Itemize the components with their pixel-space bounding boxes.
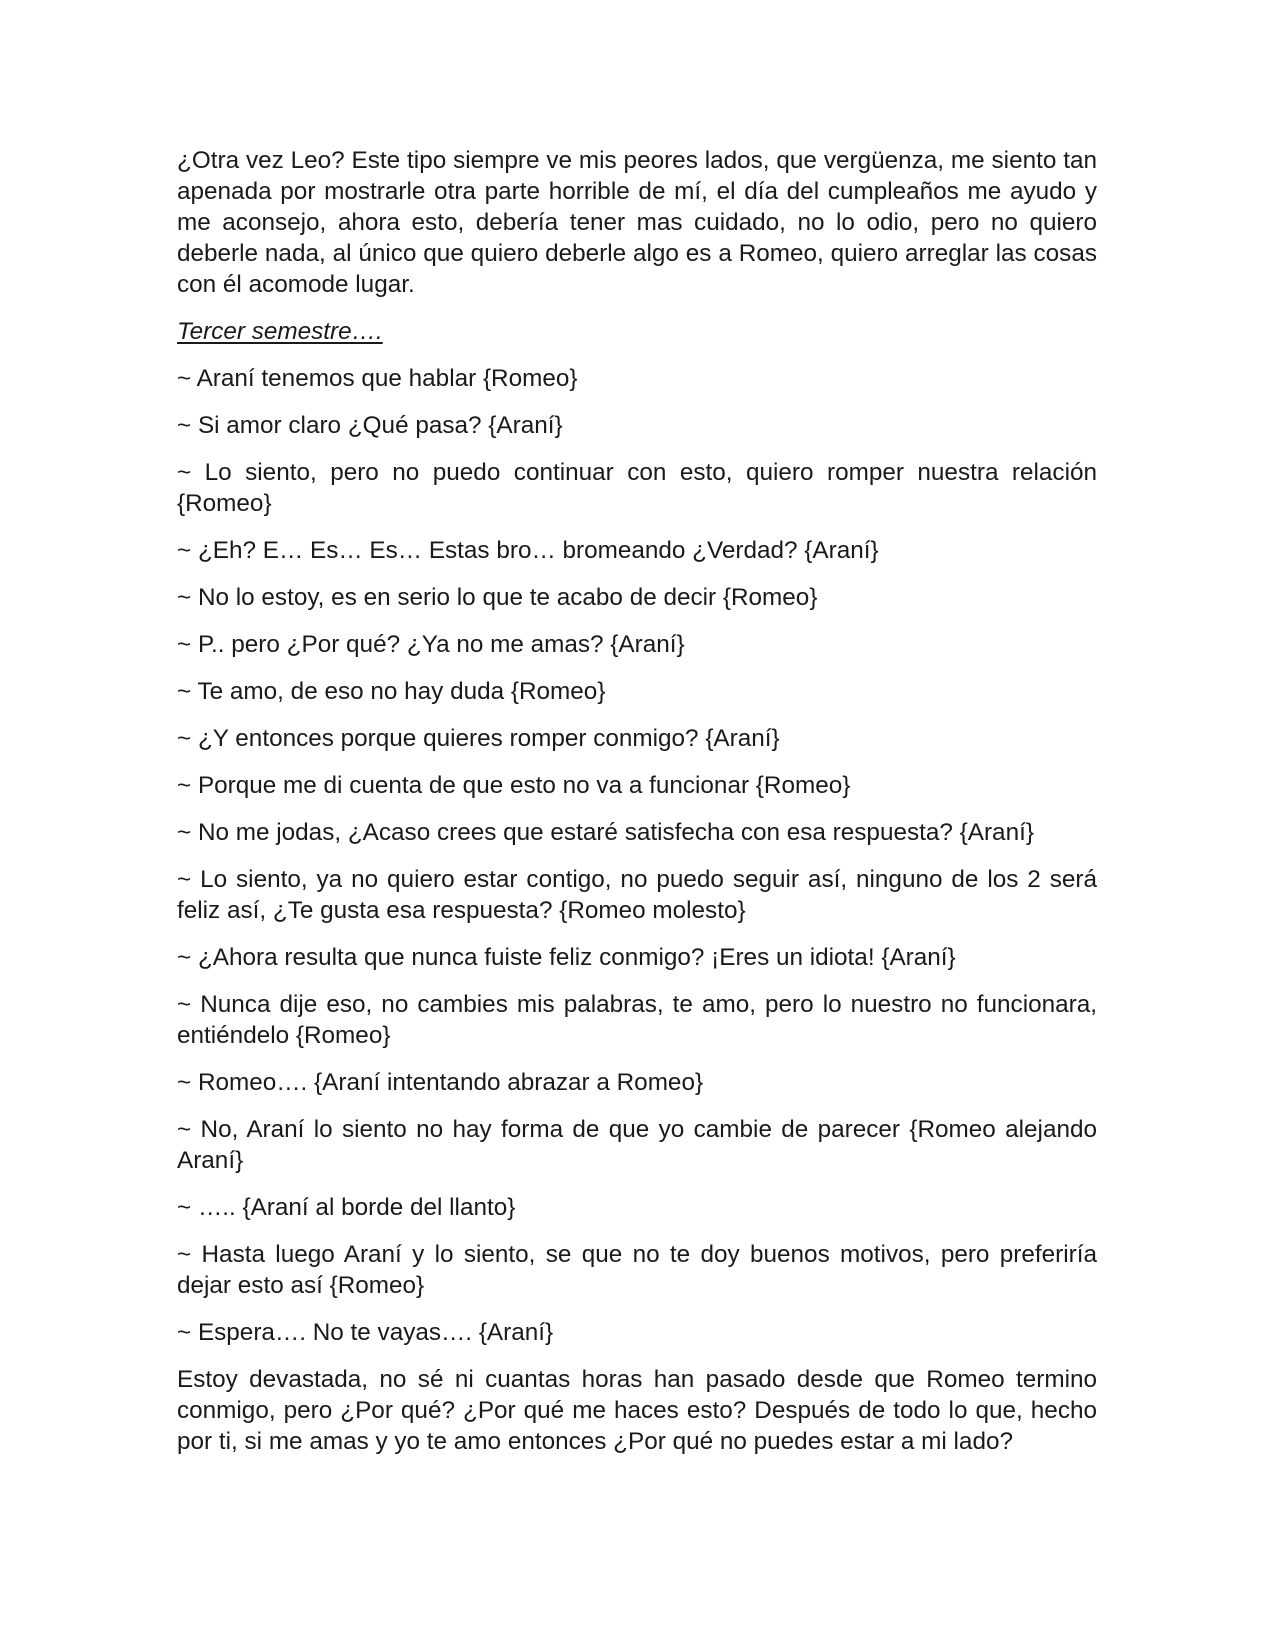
- dialogue-list: [177, 363, 1097, 1348]
- dialogue-line: ~ Lo siento, ya no quiero estar contigo, no puedo seguir así, ninguno de los 2 será feliz así, ¿Te gusta esa respuesta? {Romeo molesto}: [177, 866, 1097, 924]
- dialogue-line: ~ ¿Eh? E… Es… Es… Estas bro… bromeando ¿Verdad? {Araní}: [177, 537, 879, 564]
- dialogue-line: ~ No, Araní lo siento no hay forma de que yo cambie de parecer {Romeo alejando Araní}: [177, 1116, 1097, 1174]
- dialogue-line: ~ Hasta luego Araní y lo siento, se que no te doy buenos motivos, pero preferiría dejar esto así {Romeo}: [177, 1241, 1097, 1299]
- closing-paragraph: Estoy devastada, no sé ni cuantas horas han pasado desde que Romeo termino conmigo, pero ¿Por qué? ¿Por qué me haces esto? Después de todo lo que, hecho por ti, si me amas y yo te amo entonces ¿Por qué no puedes estar a mi lado?: [177, 1366, 1097, 1455]
- dialogue-line: ~ No me jodas, ¿Acaso crees que estaré satisfecha con esa respuesta? {Araní}: [177, 819, 1034, 846]
- dialogue-line: ~ Lo siento, pero no puedo continuar con esto, quiero romper nuestra relación {Romeo}: [177, 459, 1097, 517]
- document-page: [177, 145, 1097, 1473]
- dialogue-line: ~ Espera…. No te vayas…. {Araní}: [177, 1319, 554, 1346]
- dialogue-line: ~ Nunca dije eso, no cambies mis palabras, te amo, pero lo nuestro no funcionara, entiéndelo {Romeo}: [177, 991, 1097, 1049]
- dialogue-line: ~ No lo estoy, es en serio lo que te acabo de decir {Romeo}: [177, 584, 818, 611]
- intro-paragraph: ¿Otra vez Leo? Este tipo siempre ve mis peores lados, que vergüenza, me siento tan apenada por mostrarle otra parte horrible de mí, el día del cumpleaños me ayudo y me aconsejo, ahora esto, debería tener mas cuidado, no lo odio, pero no quiero deberle nada, al único que quiero deberle algo es a Romeo, quiero arreglar las cosas con él acomode lugar.: [177, 147, 1097, 298]
- dialogue-line: ~ ….. {Araní al borde del llanto}: [177, 1194, 516, 1221]
- dialogue-line: ~ Te amo, de eso no hay duda {Romeo}: [177, 678, 606, 705]
- dialogue-line: ~ Porque me di cuenta de que esto no va a funcionar {Romeo}: [177, 772, 851, 799]
- section-heading: Tercer semestre….: [177, 318, 383, 345]
- dialogue-line: ~ ¿Y entonces porque quieres romper conmigo? {Araní}: [177, 725, 780, 752]
- dialogue-line: ~ Si amor claro ¿Qué pasa? {Araní}: [177, 412, 563, 439]
- dialogue-line: ~ ¿Ahora resulta que nunca fuiste feliz conmigo? ¡Eres un idiota! {Araní}: [177, 944, 956, 971]
- dialogue-line: ~ Romeo…. {Araní intentando abrazar a Romeo}: [177, 1069, 704, 1096]
- dialogue-line: ~ Araní tenemos que hablar {Romeo}: [177, 365, 578, 392]
- dialogue-line: ~ P.. pero ¿Por qué? ¿Ya no me amas? {Araní}: [177, 631, 685, 658]
